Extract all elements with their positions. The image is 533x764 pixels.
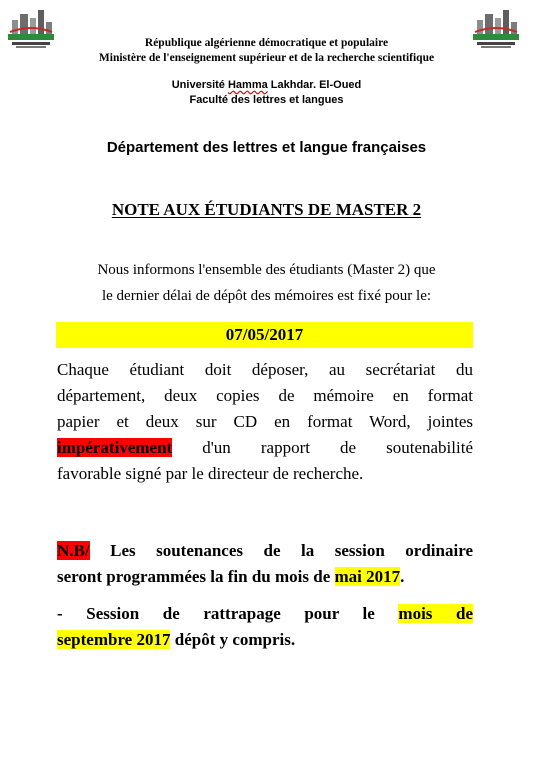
instructions-line: département, deux copies de mémoire en format bbox=[57, 386, 473, 405]
university-suffix: Lakhdar. El-Oued bbox=[267, 79, 362, 91]
september-highlight: septembre 2017 bbox=[57, 630, 171, 649]
intro-line-2: le dernier délai de dépôt des mémoires est fixé pour le: bbox=[101, 288, 432, 304]
nb-text: seront programmées la fin du mois de bbox=[57, 567, 335, 586]
month-highlight: mois de bbox=[398, 604, 474, 623]
republic-heading: République algérienne démocratique et populaire bbox=[144, 37, 389, 49]
instructions-line: papier et deux sur CD en format Word, jointes bbox=[57, 412, 473, 431]
session-line bbox=[57, 627, 473, 653]
instructions-line bbox=[57, 435, 473, 461]
university-name bbox=[0, 79, 533, 91]
session-paragraph bbox=[57, 601, 473, 653]
nb-line-rest: Les soutenances de la session ordinaire bbox=[89, 541, 473, 560]
nb-line bbox=[57, 538, 473, 564]
university-prefix: Université bbox=[171, 79, 228, 91]
note-title: NOTE AUX ÉTUDIANTS DE MASTER 2 bbox=[111, 200, 422, 219]
instructions-line: Chaque étudiant doit déposer, au secrétariat du bbox=[57, 360, 473, 379]
instructions-line: favorable signé par le directeur de recherche. bbox=[57, 464, 364, 483]
session-text: - Session de rattrapage pour le bbox=[57, 604, 399, 623]
nb-paragraph bbox=[57, 538, 473, 590]
nb-line bbox=[57, 564, 473, 590]
imperative-highlight: impérativement bbox=[57, 438, 173, 457]
university-name-highlight: Hamma bbox=[227, 79, 268, 91]
instructions-paragraph bbox=[57, 357, 473, 487]
ministry-heading: Ministère de l'enseignement supérieur et de la recherche scientifique bbox=[98, 52, 435, 64]
department-title: Département des lettres et langue françaises bbox=[106, 139, 427, 156]
session-text-rest: dépôt y compris. bbox=[170, 630, 296, 649]
deadline-date: 07/05/2017 bbox=[56, 322, 473, 348]
instructions-line-rest: d'un rapport de soutenabilité bbox=[172, 438, 473, 457]
may-highlight: mai 2017 bbox=[334, 567, 401, 586]
session-line bbox=[57, 601, 473, 627]
nb-label: N.B/ bbox=[57, 541, 90, 560]
faculty-name: Faculté des lettres et langues bbox=[189, 94, 344, 106]
nb-period: . bbox=[400, 567, 405, 586]
intro-line-1: Nous informons l'ensemble des étudiants (Master 2) que bbox=[97, 262, 436, 278]
